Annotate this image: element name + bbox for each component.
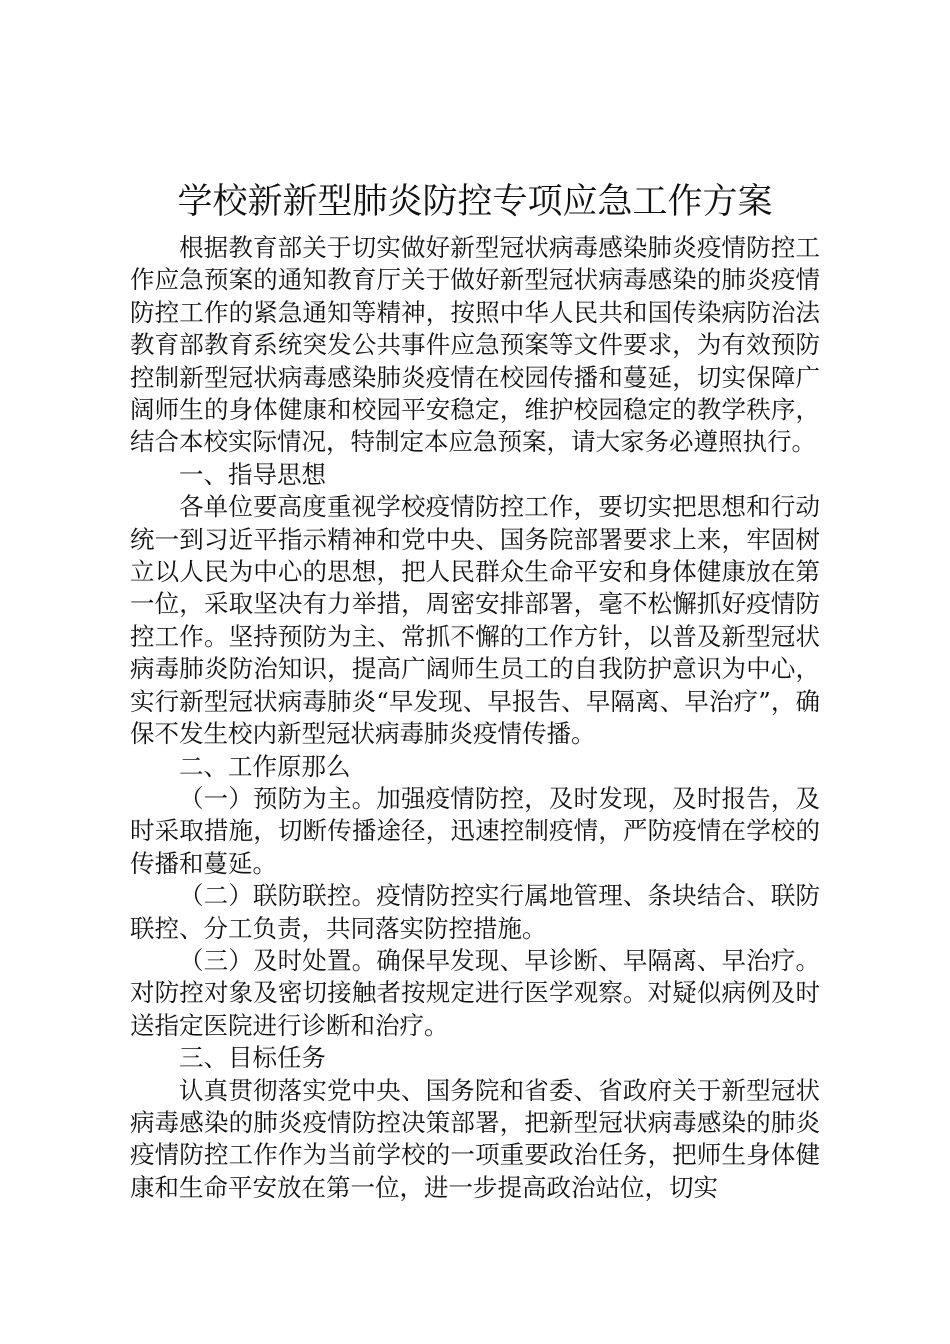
paragraph-principle-timely-handling: （三）及时处置。确保早发现、早诊断、早隔离、早治疗。对防控对象及密切接触者按规定进行医学观察。对疑似病例及时送指定医院进行诊断和治疗。 xyxy=(130,945,820,1040)
document-body xyxy=(130,232,820,1204)
paragraph-intro: 根据教育部关于切实做好新型冠状病毒感染肺炎疫情防控工作应急预案的通知教育厅关于做好新型冠状病毒感染的肺炎疫情防控工作的紧急通知等精神，按照中华人民共和国传染病防治法教育部教育系统突发公共事件应急预案等文件要求，为有效预防控制新型冠状病毒感染肺炎疫情在校园传播和蔓延，切实保障广阔师生的身体健康和校园平安稳定，维护校园稳定的教学秩序，结合本校实际情况，特制定本应急预案，请大家务必遵照执行。 xyxy=(130,233,820,457)
section-heading-guiding-ideology: 一、指导思想 xyxy=(179,459,326,489)
paragraph-guiding-ideology: 各单位要高度重视学校疫情防控工作，要切实把思想和行动统一到习近平指示精神和党中央、国务院部署要求上来，牢固树立以人民为中心的思想，把人民群众生命平安和身体健康放在第一位，采取坚决有力举措，周密安排部署，毫不松懈抓好疫情防控工作。坚持预防为主、常抓不懈的工作方针，以普及新型冠状病毒肺炎防治知识，提高广阔师生员工的自我防护意识为中心，实行新型冠状病毒肺炎“早发现、早报告、早隔离、早治疗”，确保不发生校内新型冠状病毒肺炎疫情传播。 xyxy=(130,492,820,749)
paragraph-principle-prevention: （一）预防为主。加强疫情防控，及时发现，及时报告，及时采取措施，切断传播途径，迅速控制疫情，严防疫情在学校的传播和蔓延。 xyxy=(130,783,820,878)
document-title: 学校新新型肺炎防控专项应急工作方案 xyxy=(177,182,773,222)
paragraph-principle-joint-control: （二）联防联控。疫情防控实行属地管理、条块结合、联防联控、分工负责，共同落实防控措施。 xyxy=(130,881,820,943)
paragraph-goals-tasks: 认真贯彻落实党中央、国务院和省委、省政府关于新型冠状病毒感染的肺炎疫情防控决策部署，把新型冠状病毒感染的肺炎疫情防控工作作为当前学校的一项重要政治任务，把师生身体健康和生命平安放在第一位，进一步提高政治站位，切实 xyxy=(130,1075,820,1202)
section-heading-work-principles: 二、工作原那么 xyxy=(179,751,351,781)
section-heading-goals-tasks: 三、目标任务 xyxy=(179,1043,326,1073)
